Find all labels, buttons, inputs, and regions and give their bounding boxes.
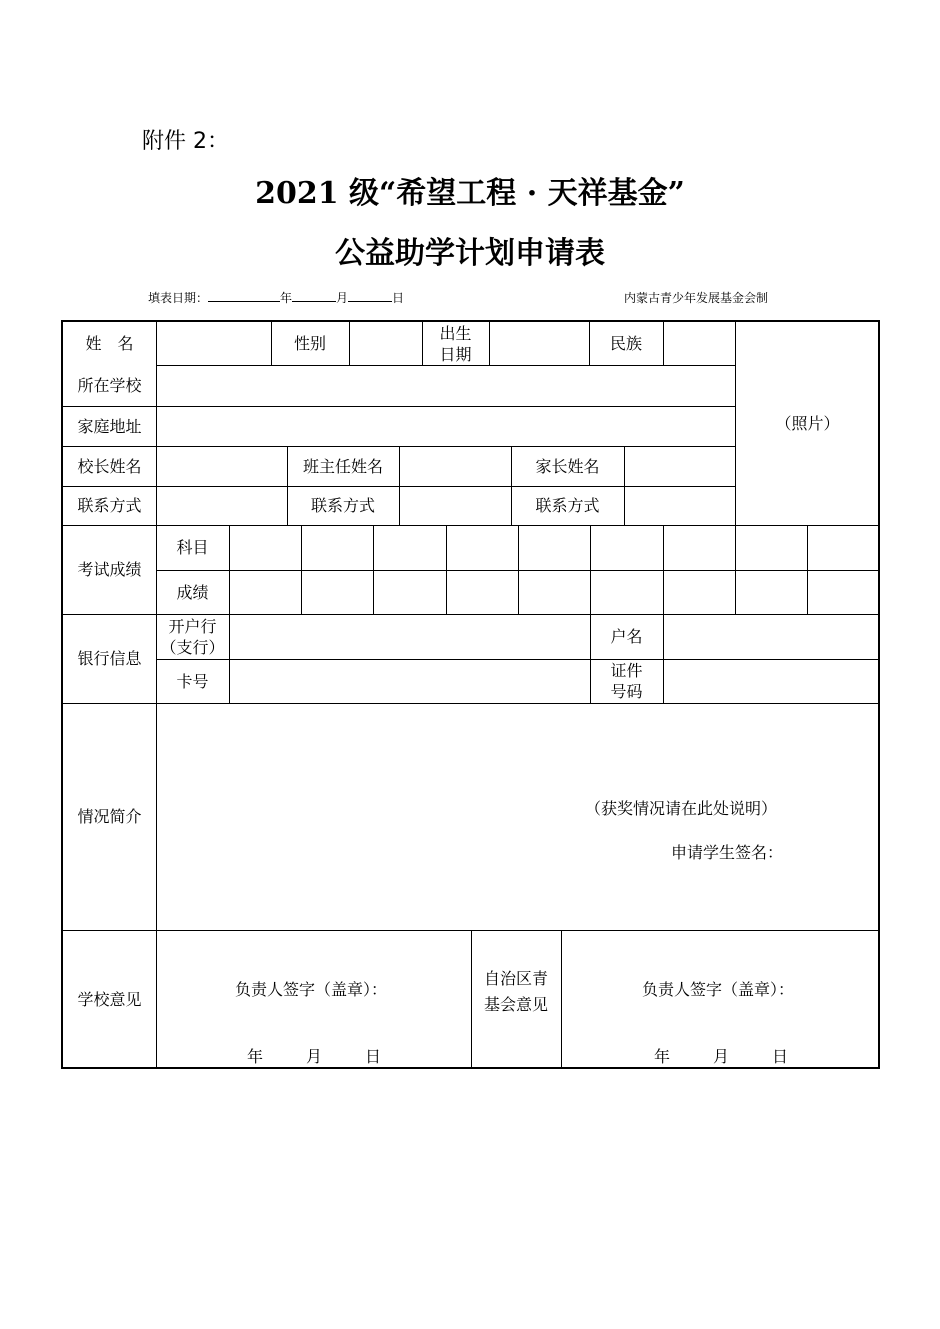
application-form-table (61, 320, 880, 1069)
birth-date-field[interactable] (489, 322, 589, 365)
name-label: 姓 名 (85, 334, 134, 353)
region-opinion-label: 自治区青 基会意见 (483, 969, 548, 1014)
account-name-field[interactable] (663, 614, 880, 659)
issuer-label: 内蒙古青少年发展基金会制 (624, 291, 769, 305)
gender-field[interactable] (349, 322, 422, 365)
card-number-label: 卡号 (176, 671, 209, 691)
day-blank[interactable] (348, 289, 392, 302)
bank-info-label: 银行信息 (77, 649, 142, 668)
subject-label: 科目 (176, 538, 209, 557)
attachment-label: 附件 2： (142, 129, 229, 154)
ethnicity-field[interactable] (663, 322, 735, 365)
student-signature-label: 申请学生签名： (671, 843, 784, 862)
home-address-field[interactable] (156, 406, 735, 446)
school-sign-label: 负责人签字（盖章）： (235, 980, 388, 999)
school-field[interactable] (156, 365, 735, 406)
home-address-label: 家庭地址 (77, 416, 142, 436)
id-number-label: 证件 号码 (610, 661, 643, 701)
school-date-year: 年 (247, 1047, 264, 1066)
parent-contact-label: 联系方式 (535, 496, 600, 515)
fill-date-row (148, 289, 404, 306)
exam-scores-label: 考试成绩 (77, 560, 142, 579)
fill-date-label: 填表日期： (148, 291, 209, 305)
region-date-day: 日 (772, 1047, 789, 1066)
class-teacher-name-field[interactable] (399, 446, 511, 486)
bank-branch-label: 开户行 （支行） (160, 616, 225, 657)
birth-date-label: 出生 日期 (439, 323, 472, 364)
parent-name-field[interactable] (624, 446, 735, 486)
day-label: 日 (392, 291, 405, 305)
principal-contact-label: 联系方式 (77, 496, 142, 515)
bank-branch-field[interactable] (229, 614, 590, 659)
page-title-line1: 2021 级“希望工程 · 天祥基金” (255, 176, 685, 211)
region-sign-label: 负责人签字（盖章）： (642, 980, 795, 999)
principal-name-label: 校长姓名 (77, 456, 142, 476)
class-teacher-name-label: 班主任姓名 (302, 456, 383, 476)
principal-contact-field[interactable] (156, 486, 287, 525)
page-title-line2: 公益助学计划申请表 (335, 236, 605, 271)
month-label: 月 (336, 291, 349, 305)
parent-name-label: 家长姓名 (535, 456, 600, 476)
school-date-day: 日 (365, 1047, 382, 1066)
id-number-field[interactable] (663, 659, 880, 703)
parent-contact-field[interactable] (624, 486, 735, 525)
name-field[interactable] (156, 322, 271, 365)
school-opinion-label: 学校意见 (77, 990, 142, 1009)
account-name-label: 户名 (610, 627, 643, 646)
year-blank[interactable] (208, 289, 280, 302)
summary-label: 情况简介 (77, 807, 142, 826)
month-blank[interactable] (292, 289, 336, 302)
photo-area[interactable]: （照片） (775, 414, 840, 433)
gender-label: 性别 (293, 334, 326, 353)
card-number-field[interactable] (229, 659, 590, 703)
principal-name-field[interactable] (156, 446, 287, 486)
school-date-month: 月 (306, 1047, 323, 1066)
ethnicity-label: 民族 (609, 334, 642, 353)
region-date-year: 年 (654, 1047, 671, 1066)
class-teacher-contact-field[interactable] (399, 486, 511, 525)
score-label: 成绩 (176, 582, 209, 602)
class-teacher-contact-label: 联系方式 (310, 496, 375, 515)
region-date-month: 月 (713, 1047, 730, 1066)
year-label: 年 (280, 291, 293, 305)
school-label: 所在学校 (77, 376, 142, 395)
award-note: （获奖情况请在此处说明） (585, 799, 778, 818)
